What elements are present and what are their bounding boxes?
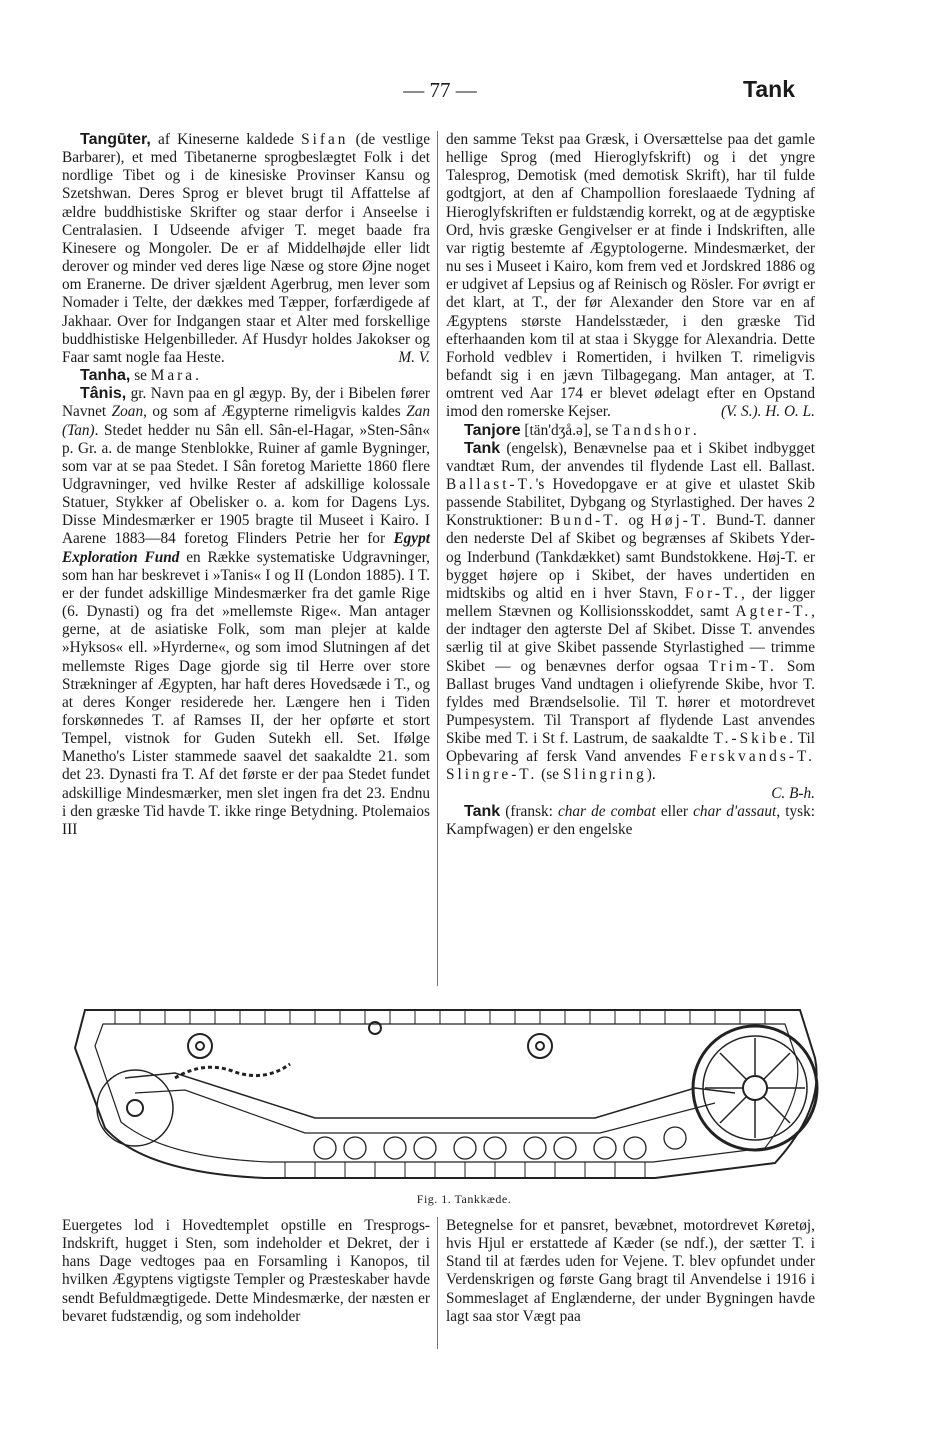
tank-track-figure: [55, 998, 825, 1188]
entry-tanis-end: Euergetes lod i Hovedtemplet opstille en Tresprogs-Indskrift, hugget i Sten, som indeholder et Dekret, der i hans Dage vedtoges paa en Forsamling i Kanopos, til hvilken Ægyptens vigtigste Templer og Præsteskaber havde sendt Befuldmægtigede. Dette Mindesmærke, der næsten er bevaret fudstændig, og som indeholder: [62, 1217, 430, 1325]
text-run: , der ligger mellem Stævnen og Kollisionsskoddet, samt: [446, 584, 816, 621]
text-run: Som Ballast bruges Vand undtagen i oliefyrende Skibe, hvor T. fyldes med Brændselsolie. Til T. hører et motordrevet Pumpesystem. Til Transport af flydende Last anvendes Skibe med T. i St f. Lastrum, de saakaldte: [446, 657, 815, 748]
top-roller: [188, 1034, 212, 1058]
lemma-tanha: Tanha,: [80, 367, 131, 385]
page-header: [0, 78, 928, 108]
column-left-top: [62, 131, 430, 839]
text-run: , der indtager den agterste Del af Skibet. Disse T. anvendes særlig til at give Skibet passende Styrlastighed — trimme Skibet — og benævnes derfor ogsaa: [446, 603, 815, 675]
italic-term: Zan (Tan): [62, 403, 430, 439]
spaced-term: Slingring: [562, 766, 647, 784]
page-number: — 77 —: [403, 78, 477, 102]
text-run: en Række systematiske Udgravninger, som han har beskrevet i »Tanis« I og II (London 1885). I T. er der fundet adskillige Mindesmærker fra det gamle Rige (6. Dynasti) og fra det »mellemste Rige«. Man antager gerne, at de asiatiske Folk, som man plejer at kalde »Hyksos« ell. »Hyrderne«, og som imod Slutningen af det mellemste Riges Dage gjorde sig til Herre over store Strækninger af Ægypten, har haft deres Hovedsæde i T., og at deres Konger residerede her. Længere hen i Tiden forskønnedes T. af Ramses II, der her opførte et stort Tempel, vistnok for Guden Sutekh ell. Set. Ifølge Manetho's Lister stammede saavel det saakaldte 21. som det 23. Dynasti fra T. Af det første er der paa Stedet fundet adskillige Mindesmærker, men slet ingen fra det 23. Endnu i den græske Tid havde T. ikke ringe Betydning. Ptolemaios III: [62, 548, 430, 838]
entry-tanha: [62, 367, 430, 385]
text-run: . Til Opbevaring af fersk Vand anvendes: [446, 730, 815, 766]
text-run: ).: [646, 766, 656, 784]
lemma-tanguter: Tangūter,: [80, 131, 151, 148]
spaced-term: Ferskvands-T.: [689, 748, 815, 766]
italic-term: char de combat: [557, 802, 656, 820]
column-right-bottom: [446, 1217, 815, 1326]
text-run: den samme Tekst paa Græsk, i Oversættelse paa det gamle hellige Sprog (med Hieroglyfskrift) og i det yngre Talesprog, Demotisk (med demotisk Skrift), har til fulde godtgjort, at den af Champollion foreslaaede Tydning af Hieroglyfskriften er fuldstændig korrekt, og at de ægyptiske Ord, hvis græske Gengivelser er at finde i Indskriften, alle var rigtig bestemte af Ægyptologerne. Mindesmærket, der nu ses i Museet i Kairo, kom frem ved et Jordskred 1886 og er udgivet af Lepsius og af Reinisch og Rösler. For øvrigt er det klart, at T., der før Alexander den Store var en af Ægyptens største Handelsstæder, i den græske Tid efterhaanden kom til at staa i Skygge for Alexandria. Dette Forhold vedblev i Romertiden, i hvilken T. rimeligvis befandt sig i en jævn Tilbagegang. Man antager, at T. omtrent ved Aar 174 er blevet ødelagt efter en Opstand imod den romerske Kejser.: [446, 131, 815, 421]
track-links-bottom: [285, 1162, 645, 1178]
entry-tank-ship: [446, 440, 815, 785]
text-run: (fransk:: [500, 802, 558, 820]
lemma-tanjore: Tanjore: [464, 421, 521, 439]
text-run: af Kineserne kaldede: [150, 131, 302, 148]
text-run: .: [692, 421, 697, 439]
italic-term: Zoan: [111, 403, 144, 421]
text-run: eller: [655, 802, 694, 820]
column-right-top: [446, 131, 815, 839]
spaced-term: Mara: [150, 367, 196, 385]
spaced-term: Tandshor: [612, 421, 693, 439]
entry-tanguter: [62, 131, 430, 367]
signature: C. B-h.: [771, 784, 815, 802]
italic-term: Egypt Exploration Fund: [62, 530, 430, 566]
roller-frame: [125, 1073, 735, 1118]
running-head: Tank: [743, 76, 795, 102]
entry-tank-military-continued: Betegnelse for et pansret, bevæbnet, motordrevet Køretøj, hvis Hjul er erstattede af Kæder (se ndf.), der sætter T. i Stand til at færdes uden for Vejene. T. blev opfundet under Verdenskrigen og første Gang bragt til Anvendelse i 1916 i Sommeslaget af Englænderne, der under Bygningen havde lagt saa stor Vægt paa: [446, 1217, 815, 1325]
text-run: gr. Navn paa en gl ægyp. By, der i Bibelen fører Navnet: [62, 385, 430, 421]
text-run: . Stedet hedder nu Sân ell. Sân-el-Hagar, »Sten-Sân« p. Gr. a. de mange Stenblokke, Ruiner af gamle Bygninger, som var at se paa Stedet. I Sân foretog Mariette 1860 flere Udgravninger, ved hvilke Rester af adskillige kolossale Statuer, Stykker af Obelisker o. a. kom for Dagens Lys. Disse Mindesmærker er 1905 bragte til Museet i Kairo. I Aarene 1883—84 foretog Flinders Petrie her for: [62, 421, 430, 548]
spaced-term: Agter-T.: [735, 603, 812, 621]
lemma-tanis: Tânis,: [80, 385, 127, 403]
text-run: Bund-T. danner den nederste Del af Skibet og begrænses af Skibets Yder- og Inderbund (Tankdækket) samt Bundstokkene. Høj-T. er bygget højere op i Skibet, der haves undertiden en midtskibs og altid en i hver Stavn,: [446, 512, 815, 602]
spaced-term: Sifan: [301, 131, 349, 148]
lemma-tank: Tank: [464, 439, 501, 457]
text-run: (de vestlige Barbarer), et med Tibetanerne sprogbeslægtet Folk i det nordlige Tibet og i de kinesiske Provinser Kansu og Szetshwan. Deres Sprog er blevet brugt til Affattelse af ældre buddhistiske Skrifter og staar derfor i Anseelse i Centralasien. I Udseende afviger T. meget baade fra Kinesere og Mongoler. De er af Middelhøjde eller lidt derover og minder ved deres lige Næse og store Øjne noget om Eranerne. De driver sjældent Agerbrug, men lever som Nomader i Telte, der dækkes med Tæpper, forfærdigede af Jakhaar. Over for Indgangen staar et Alter med forskellige buddhistiske Helgenbilleder. Af Husdyr holdes Jakokser og Faar samt nogle faa Heste.: [62, 131, 430, 366]
chain-detail: [175, 1064, 290, 1078]
idler-wheel-hub: [127, 1100, 143, 1116]
spaced-term: Ballast-T.: [446, 475, 536, 493]
track-links-top: [115, 1010, 765, 1024]
top-roller-hub: [196, 1042, 204, 1050]
text-run: (engelsk), Benævnelse paa et i Skibet indbygget vandtæt Rum, der anvendes til flydende Last ell. Ballast.: [446, 439, 815, 475]
spaced-term: T.-Skibe: [713, 730, 790, 748]
spaced-term: Trim-T.: [708, 657, 777, 675]
entry-tanis: [62, 385, 430, 839]
top-roller-hub: [536, 1042, 544, 1050]
spaced-term: Bund-T.: [549, 512, 622, 530]
text-run: , og som af Ægypterne rimeligvis kaldes: [143, 403, 407, 421]
entry-tanjore: [446, 422, 815, 440]
entry-tank-military: [446, 803, 815, 839]
column-left-bottom: [62, 1217, 430, 1326]
text-run: se: [130, 367, 151, 385]
text-run: 's Hovedopgave er at give et ulastet Skib passende Stabilitet, Dybgang og Styrlastighed. Der haves 2 Konstruktioner:: [446, 475, 815, 530]
column-rule-bottom: [437, 1217, 438, 1349]
text-run: og: [621, 512, 651, 530]
drive-sprocket-spokes: [705, 1038, 805, 1138]
top-roller: [528, 1034, 552, 1058]
text-run: [tän'dʒå.ə], se: [520, 421, 613, 439]
signature: (V. S.). H. O. L.: [720, 403, 815, 421]
entry-tanis-continued: [446, 131, 815, 422]
column-rule-top: [437, 131, 438, 986]
bogie-wheels: [314, 1127, 686, 1159]
idler-wheel: [97, 1070, 173, 1146]
text-run: .: [195, 367, 199, 385]
track-outline: [75, 1010, 817, 1178]
lemma-tank: Tank: [464, 802, 501, 820]
text-run: , tysk: Kampfwagen) er den engelske: [446, 802, 815, 838]
figure-caption: Fig. 1. Tankkæde.: [416, 1192, 512, 1206]
spaced-term: Slingre-T.: [446, 766, 538, 784]
italic-term: char d'assaut: [693, 802, 777, 820]
signature: M. V.: [398, 348, 430, 366]
text-run: (se: [537, 766, 563, 784]
spaced-term: Høj-T.: [650, 512, 709, 530]
roller-frame-lower: [135, 1090, 715, 1133]
spaced-term: For-T.: [684, 584, 741, 602]
